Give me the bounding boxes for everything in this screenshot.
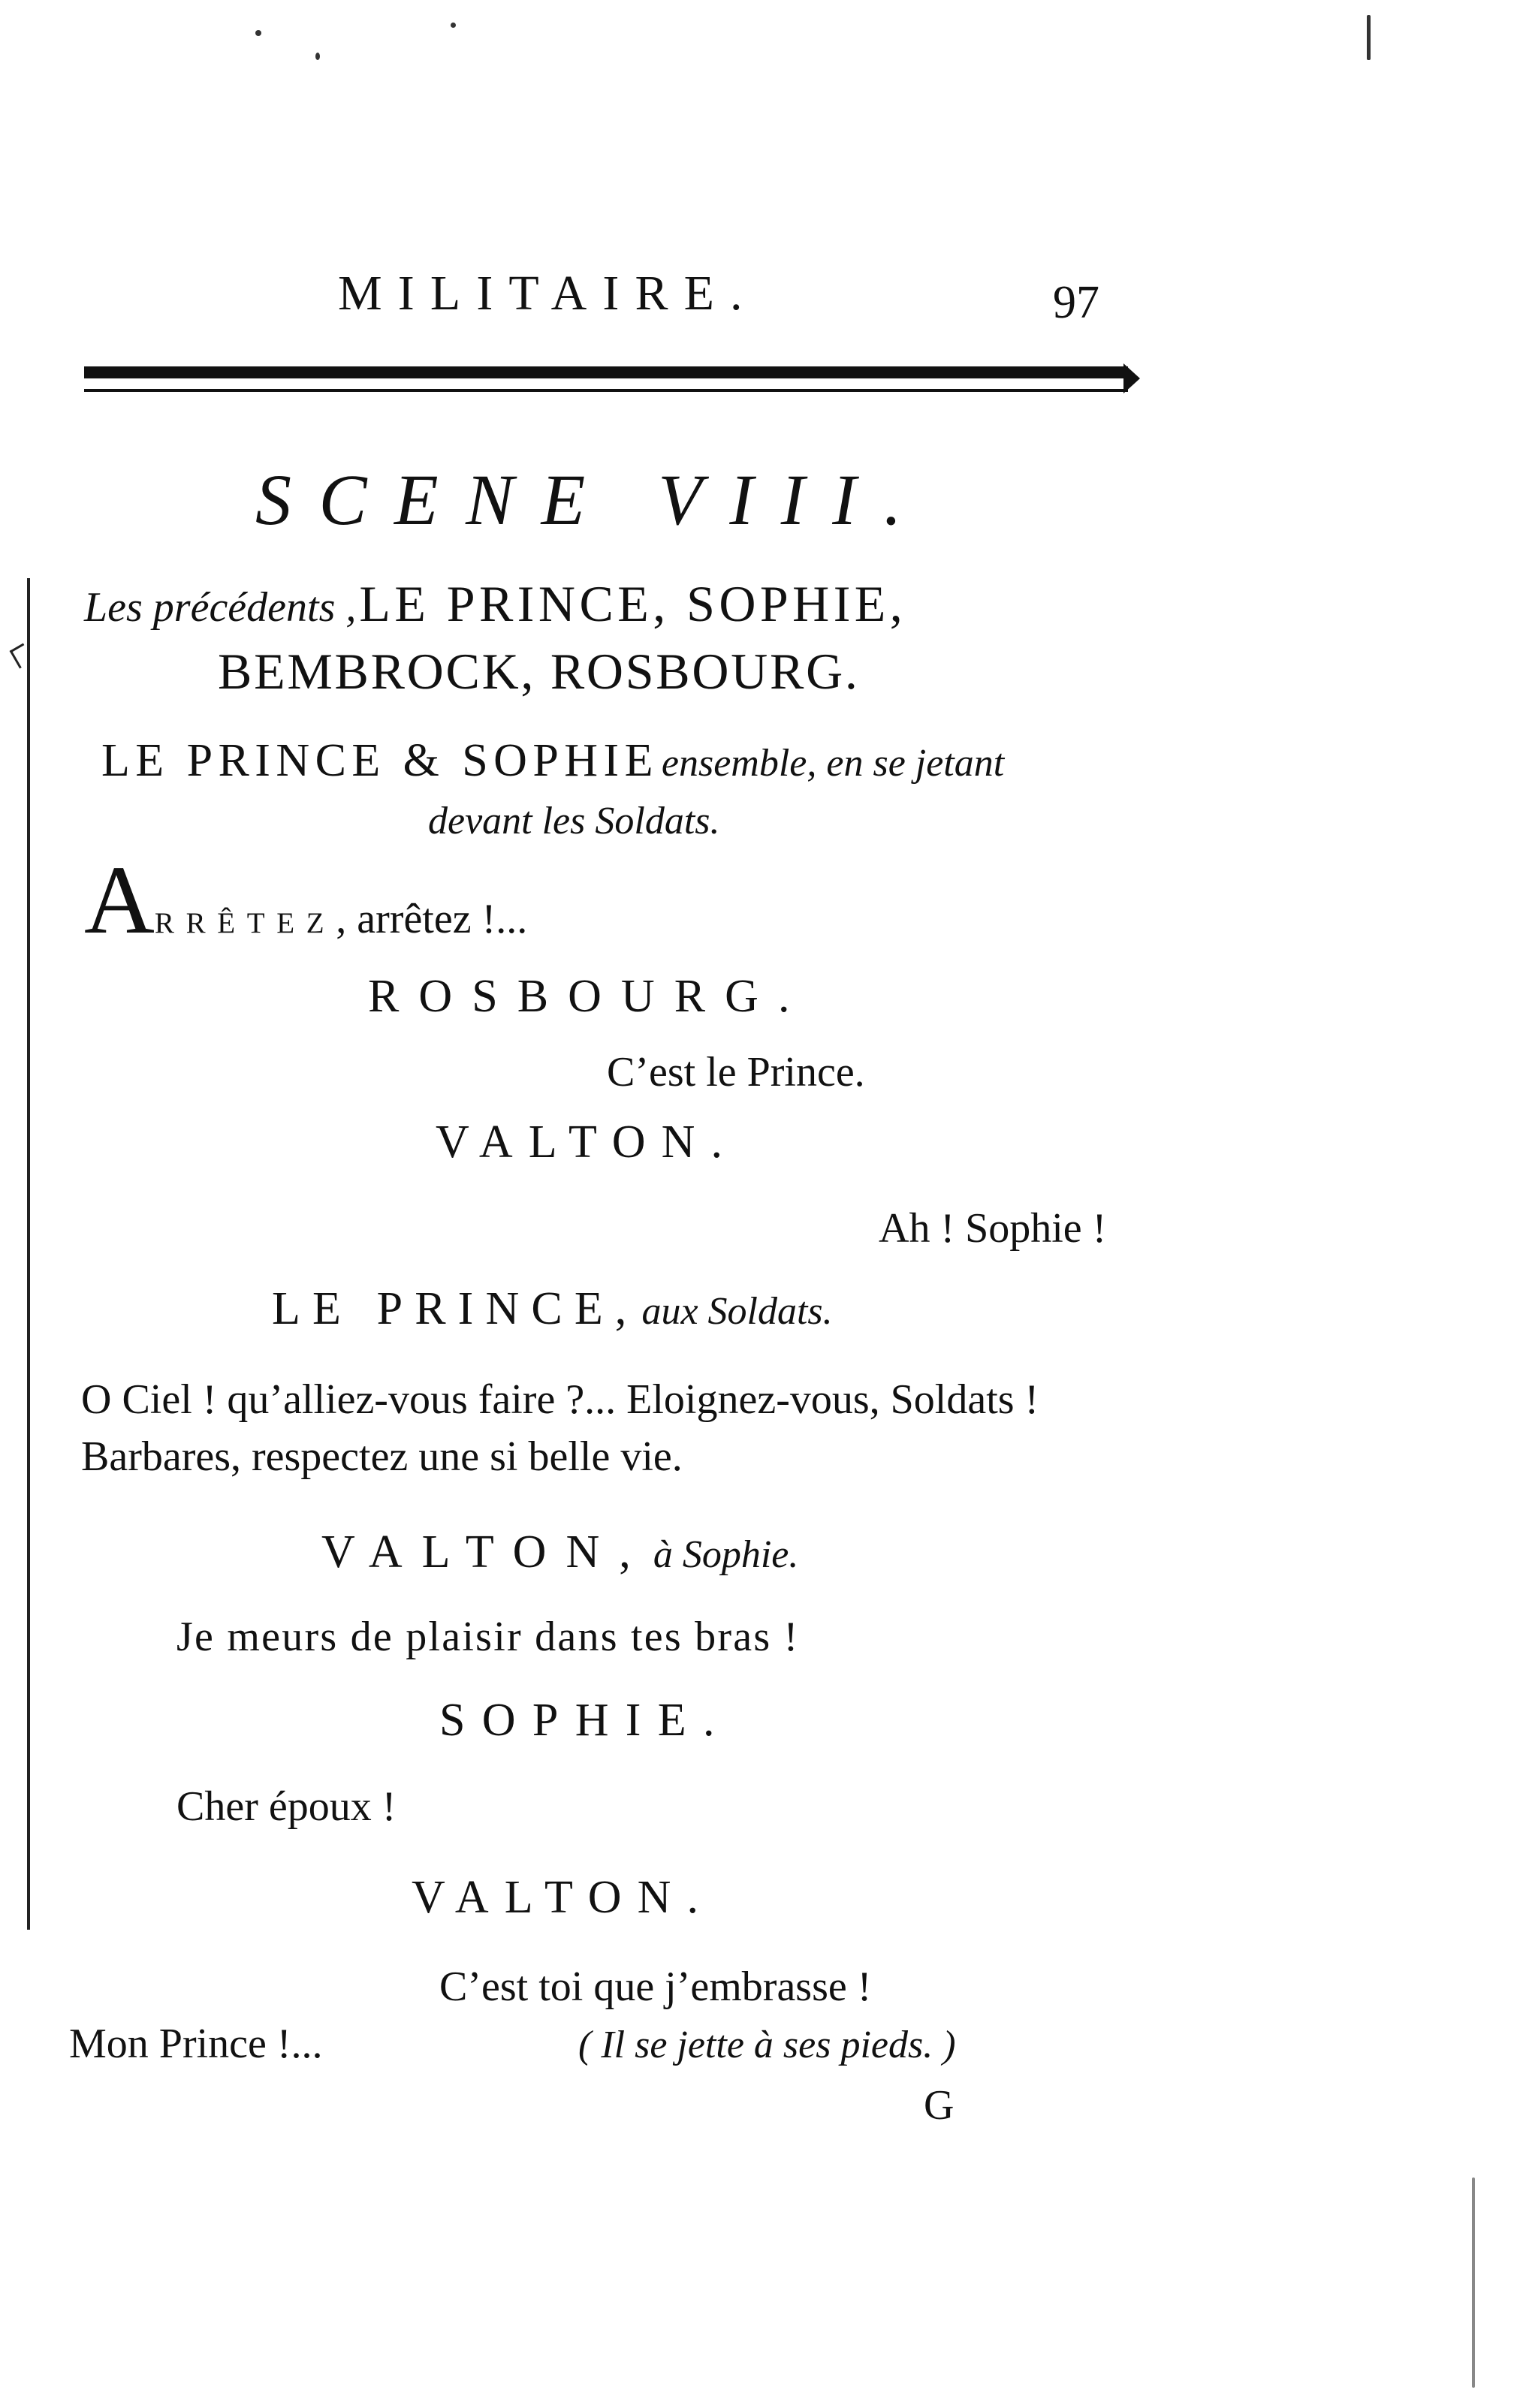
page-edge-line — [27, 578, 30, 1930]
speaker-name: VALTON. — [412, 1872, 715, 1923]
cast-prefix: Les précédents , — [84, 584, 357, 631]
speaker-name: VALTON. — [436, 1117, 739, 1168]
stage-direction: ensemble, en se jetant — [661, 742, 1005, 785]
header-rule-thin — [84, 389, 1128, 392]
cast-names-2: BEMBROCK, ROSBOURG. — [218, 643, 860, 700]
speaker-line-1 — [101, 737, 1004, 784]
drop-cap: A — [84, 846, 155, 954]
speaker-name: LE PRINCE, — [272, 1283, 639, 1334]
dialogue-line: Barbares, respectez une si belle vie. — [81, 1433, 683, 1480]
running-title: MILITAIRE. — [338, 266, 758, 321]
speaker-line-5 — [321, 1526, 799, 1578]
stage-direction: aux Soldats. — [641, 1290, 833, 1333]
scan-speck — [255, 30, 261, 36]
scan-speck — [1367, 15, 1371, 60]
dialogue-line: Cher époux ! — [176, 1783, 397, 1830]
speaker-line-4 — [272, 1285, 833, 1332]
page-number: 97 — [1053, 277, 1099, 328]
dialogue-line: O Ciel ! qu’alliez-vous faire ?... Eloignez-vous, Soldats ! — [81, 1376, 1039, 1423]
dialogue-line — [84, 846, 528, 954]
speaker-name: SOPHIE. — [439, 1695, 731, 1746]
scan-speck — [315, 53, 320, 60]
smallcaps-word: rrêtez — [154, 896, 336, 942]
dialogue-line: Je meurs de plaisir dans tes bras ! — [176, 1614, 800, 1660]
stage-direction: devant les Soldats. — [428, 800, 720, 842]
dialogue-line: Mon Prince !... — [69, 2021, 323, 2067]
speaker-name: VALTON, — [321, 1526, 650, 1578]
dialogue-line: Ah ! Sophie ! — [879, 1205, 1107, 1252]
dialogue-line: C’est toi que j’embrasse ! — [439, 1963, 872, 2010]
cast-names-1: LE PRINCE, SOPHIE, — [359, 575, 907, 632]
speaker-name: LE PRINCE & SOPHIE — [101, 735, 659, 786]
cast-line-1 — [84, 575, 907, 632]
scan-speck — [1472, 2177, 1475, 2388]
header-rule-end — [1123, 363, 1140, 393]
signature-mark: G — [924, 2082, 955, 2129]
header-rule-thick — [84, 366, 1128, 378]
dialogue-line: C’est le Prince. — [607, 1049, 865, 1096]
scan-speck — [451, 23, 456, 28]
stage-direction: ( Il se jette à ses pieds. ) — [578, 2024, 956, 2066]
scene-title: SCENE VIII. — [255, 460, 930, 540]
dialogue-text: , arrêtez !... — [336, 896, 528, 942]
stage-direction: à Sophie. — [653, 1533, 799, 1576]
speaker-name: ROSBOURG. — [368, 971, 810, 1022]
